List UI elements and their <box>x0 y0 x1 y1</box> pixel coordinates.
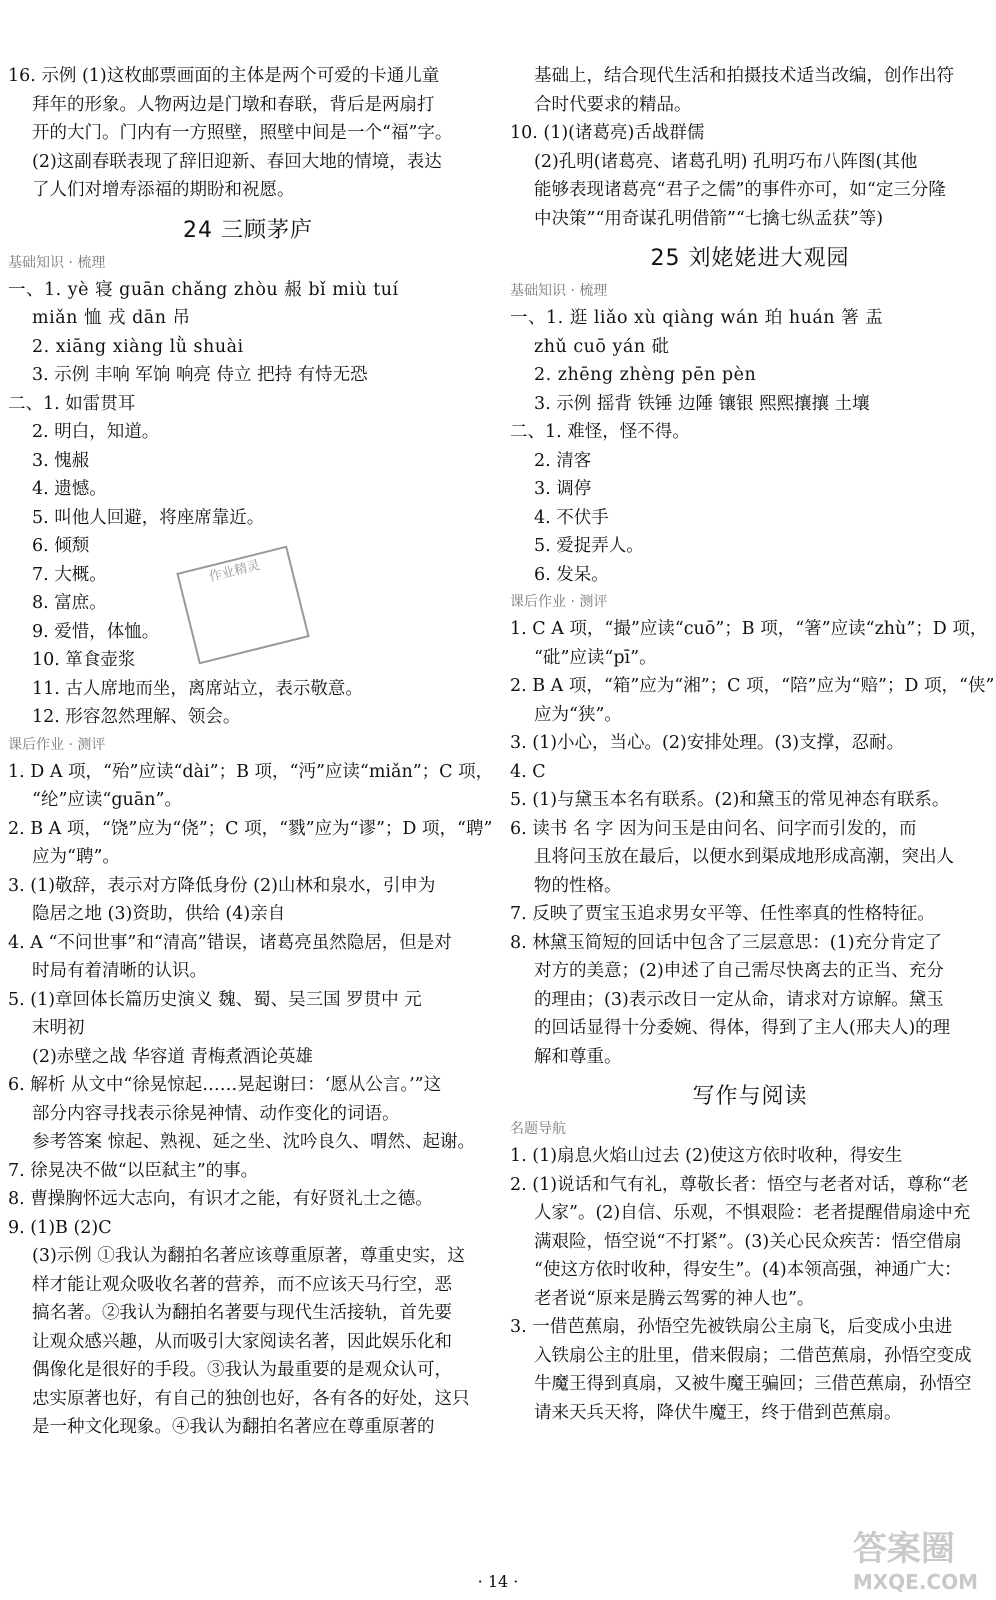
text-line: 物的性格。 <box>534 875 622 896</box>
text-line: 5. 叫他人回避，将座席靠近。 <box>32 507 265 528</box>
text-line: 应为“狭”。 <box>534 704 622 725</box>
text-line: 开的大门。门内有一方照壁，照壁中间是一个“福”字。 <box>32 123 453 143</box>
text-line: 一、1. yè 寝 guān chǎng zhòu 赧 bǐ miù tuí <box>8 279 399 300</box>
subsection-label: 基础知识 · 梳理 <box>510 283 608 299</box>
text-line: 7. 大概。 <box>32 564 107 585</box>
text-line: 6. 发呆。 <box>534 564 609 585</box>
section-title: 24 三顾茅庐 <box>183 217 313 243</box>
text-line: 2. B A 项，“箱”应为“湘”；C 项，“陪”应为“赔”；D 项，“侠” <box>510 676 995 696</box>
text-line: 应为“聘”。 <box>32 847 120 867</box>
text-line: 9. (1)B (2)C <box>8 1217 112 1238</box>
text-line: 满艰险，悟空说“不打紧”。(3)关心民众疾苦：悟空借扇 <box>534 1231 962 1252</box>
text-line: 3. 示例 摇背 铁锤 边陲 镶银 熙熙攘攘 土壤 <box>534 393 870 414</box>
brand-logo <box>853 1521 978 1594</box>
text-line: 时局有着清晰的认识。 <box>32 961 207 981</box>
text-line: 6. 读书 名 字 因为问玉是由问名、问字而引发的，而 <box>510 818 917 839</box>
text-line: 了人们对增寿添福的期盼和祝愿。 <box>32 180 295 200</box>
text-line: 2. B A 项，“饶”应为“侥”；C 项，“戮”应为“谬”；D 项，“聘” <box>8 818 493 839</box>
text-line: 3. 一借芭蕉扇，孙悟空先被铁扇公主扇飞，后变成小虫进 <box>510 1317 953 1337</box>
text-line: 的理由；(3)表示改日一定从命，请求对方谅解。黛玉 <box>534 989 944 1010</box>
text-line: 1. C A 项，“撮”应读“cuō”；B 项，“箸”应读“zhù”；D 项， <box>510 619 988 639</box>
subsection-label: 名题导航 <box>510 1121 566 1137</box>
text-line: 4. 遗憾。 <box>32 479 107 499</box>
text-line: 部分内容寻找表示徐晃神情、动作变化的词语。 <box>32 1103 400 1124</box>
text-line: 3. (1)敬辞，表示对方降低身份 (2)山林和泉水，引申为 <box>8 875 436 896</box>
text-line: 偶像化是很好的手段。③我认为最重要的是观众认可， <box>32 1360 452 1380</box>
text-line: zhǔ cuō yán 砒 <box>534 336 670 357</box>
subsection-label: 课后作业 · 测评 <box>510 594 608 610</box>
text-line: 2. zhēng zhèng pēn pèn <box>534 365 757 385</box>
text-line: (2)孔明(诸葛亮、诸葛孔明) 孔明巧布八阵图(其他 <box>534 151 918 172</box>
text-line: 4. C <box>510 761 546 782</box>
text-line: 6. 倾颓 <box>32 536 90 556</box>
text-line: 基础上，结合现代生活和拍摄技术适当改编，创作出符 <box>534 66 954 86</box>
text-line: 7. 反映了贾宝玉追求男女平等、任性率真的性格特征。 <box>510 904 935 924</box>
text-line: 让观众感兴趣，从而吸引大家阅读名著，因此娱乐化和 <box>32 1331 452 1352</box>
page-number: · 14 · <box>477 1572 519 1591</box>
text-line: “砒”应读“pī”。 <box>534 647 657 668</box>
text-line: 二、1. 难怪，怪不得。 <box>510 422 690 442</box>
text-line: 2. 明白，知道。 <box>32 422 160 442</box>
text-line: 一、1. 逛 liǎo xù qiàng wán 珀 huán 箸 盂 <box>510 308 884 328</box>
text-line: 1. D A 项，“殆”应读“dài”；B 项，“沔”应读“miǎn”；C 项， <box>8 761 494 782</box>
text-line: (3)示例 ①我认为翻拍名著应该尊重原著，尊重史实，这 <box>32 1246 465 1266</box>
text-line: 2. (1)说话和气有礼，尊敬长者：悟空与老者对话，尊称“老 <box>510 1174 969 1195</box>
text-line: 是一种文化现象。④我认为翻拍名著应在尊重原著的 <box>32 1417 435 1437</box>
text-line: 人家”。(2)自信、乐观，不惧艰险：老者提醒借扇途中充 <box>534 1203 971 1223</box>
text-line: 中决策”“用奇谋孔明借箭”“七擒七纵孟获”等) <box>534 208 884 229</box>
text-line: 忠实原著也好，有自己的独创也好，各有各的好处，这只 <box>32 1388 470 1409</box>
text-line: (2)赤壁之战 华容道 青梅煮酒论英雄 <box>32 1046 313 1067</box>
text-line: 3. 示例 丰响 军饷 响亮 侍立 把持 有恃无恐 <box>32 365 368 385</box>
text-line: 解和尊重。 <box>534 1046 622 1067</box>
text-line: 二、1. 如雷贯耳 <box>8 393 136 414</box>
text-line: 入铁扇公主的肚里，借来假扇；二借芭蕉扇，孙悟空变成 <box>534 1345 972 1366</box>
text-line: 12. 形容忽然理解、领会。 <box>32 707 241 727</box>
text-line: 且将问玉放在最后，以便水到渠成地形成高潮，突出人 <box>534 847 954 867</box>
text-line: 9. 爱惜，体恤。 <box>32 621 160 642</box>
text-line: 能够表现诸葛亮“君子之儒”的事件亦可，如“定三分隆 <box>534 180 946 200</box>
text-line: 10. 箪食壶浆 <box>32 650 136 670</box>
subsection-label: 课后作业 · 测评 <box>8 736 106 753</box>
text-line: 2. xiāng xiàng lǜ shuài <box>32 336 244 357</box>
right-column <box>510 62 995 1427</box>
text-line: 6. 解析 从文中“徐晃惊起……晃起谢曰：‘愿从公言。’”这 <box>8 1075 442 1095</box>
text-line: 1. (1)扇息火焰山过去 (2)使这方依时收种，得安生 <box>510 1146 903 1166</box>
text-line: 2. 清客 <box>534 450 592 471</box>
brand-url: MXQE.COM <box>852 1570 978 1594</box>
text-line: 10. (1)(诸葛亮)舌战群儒 <box>510 123 705 143</box>
text-line: 8. 曹操胸怀远大志向，有识才之能，有好贤礼士之德。 <box>8 1189 433 1209</box>
text-line: 16. 示例 (1)这枚邮票画面的主体是两个可爱的卡通儿童 <box>8 66 440 86</box>
text-line: 7. 徐晃决不做“以臣弑主”的事。 <box>8 1160 259 1181</box>
text-line: 8. 林黛玉简短的回话中包含了三层意思：(1)充分肯定了 <box>510 932 943 953</box>
text-line: 样才能让观众吸收名著的营养，而不应该天马行空，恶 <box>32 1274 452 1295</box>
subsection-label: 基础知识 · 梳理 <box>8 254 106 271</box>
text-line: “纶”应读“guān”。 <box>32 790 182 810</box>
text-line: 对方的美意；(2)申述了自己需尽快离去的正当、充分 <box>534 961 944 981</box>
text-line: 的回话显得十分委婉、得体，得到了主人(邢夫人)的理 <box>534 1018 951 1038</box>
text-line: 5. (1)与黛玉本名有联系。(2)和黛玉的常见神态有联系。 <box>510 790 950 810</box>
text-line: 5. 爱捉弄人。 <box>534 536 644 556</box>
text-line: (2)这副春联表现了辞旧迎新、春回大地的情境，表达 <box>32 151 442 172</box>
text-line: 隐居之地 (3)资助，供给 (4)亲自 <box>32 904 286 924</box>
section-title: 25 刘姥姥进大观园 <box>650 246 850 271</box>
text-line: 5. (1)章回体长篇历史演义 魏、蜀、吴三国 罗贯中 元 <box>8 989 422 1010</box>
text-line: 请来天兵天将，降伏牛魔王，终于借到芭蕉扇。 <box>534 1402 902 1423</box>
brand-name: 答案圈 <box>852 1529 955 1569</box>
text-line: 搞名著。②我认为翻拍名著要与现代生活接轨，首先要 <box>32 1303 452 1323</box>
left-column <box>8 62 494 1442</box>
text-line: 老者说“原来是腾云驾雾的神人也”。 <box>534 1288 815 1309</box>
text-line: 合时代要求的精品。 <box>534 94 692 115</box>
text-line: 拜年的形象。人物两边是门墩和春联，背后是两扇打 <box>32 94 435 115</box>
section-title: 写作与阅读 <box>692 1084 808 1109</box>
text-line: 3. 调停 <box>534 479 592 499</box>
text-line: 末明初 <box>32 1018 85 1038</box>
text-line: 11. 古人席地而坐，离席站立，表示敬意。 <box>32 678 363 699</box>
text-line: 4. A “不问世事”和“清高”错误，诸葛亮虽然隐居，但是对 <box>8 932 452 953</box>
text-line: 8. 富庶。 <box>32 593 107 613</box>
text-line: 参考答案 惊起、熟视、延之坐、沈吟良久、喟然、起谢。 <box>32 1132 476 1152</box>
text-line: miǎn 恤 戎 dān 吊 <box>32 308 191 328</box>
text-line: 4. 不伏手 <box>534 507 609 528</box>
text-line: 牛魔王得到真扇，又被牛魔王骗回；三借芭蕉扇，孙悟空 <box>534 1374 972 1394</box>
watermark-stamp: 作业精灵 <box>176 546 309 665</box>
text-line: “使这方依时收种，得安生”。(4)本领高强，神通广大： <box>534 1260 962 1280</box>
text-line: 3. (1)小心，当心。(2)安排处理。(3)支撑，忍耐。 <box>510 733 905 753</box>
text-line: 3. 愧赧 <box>32 450 90 471</box>
